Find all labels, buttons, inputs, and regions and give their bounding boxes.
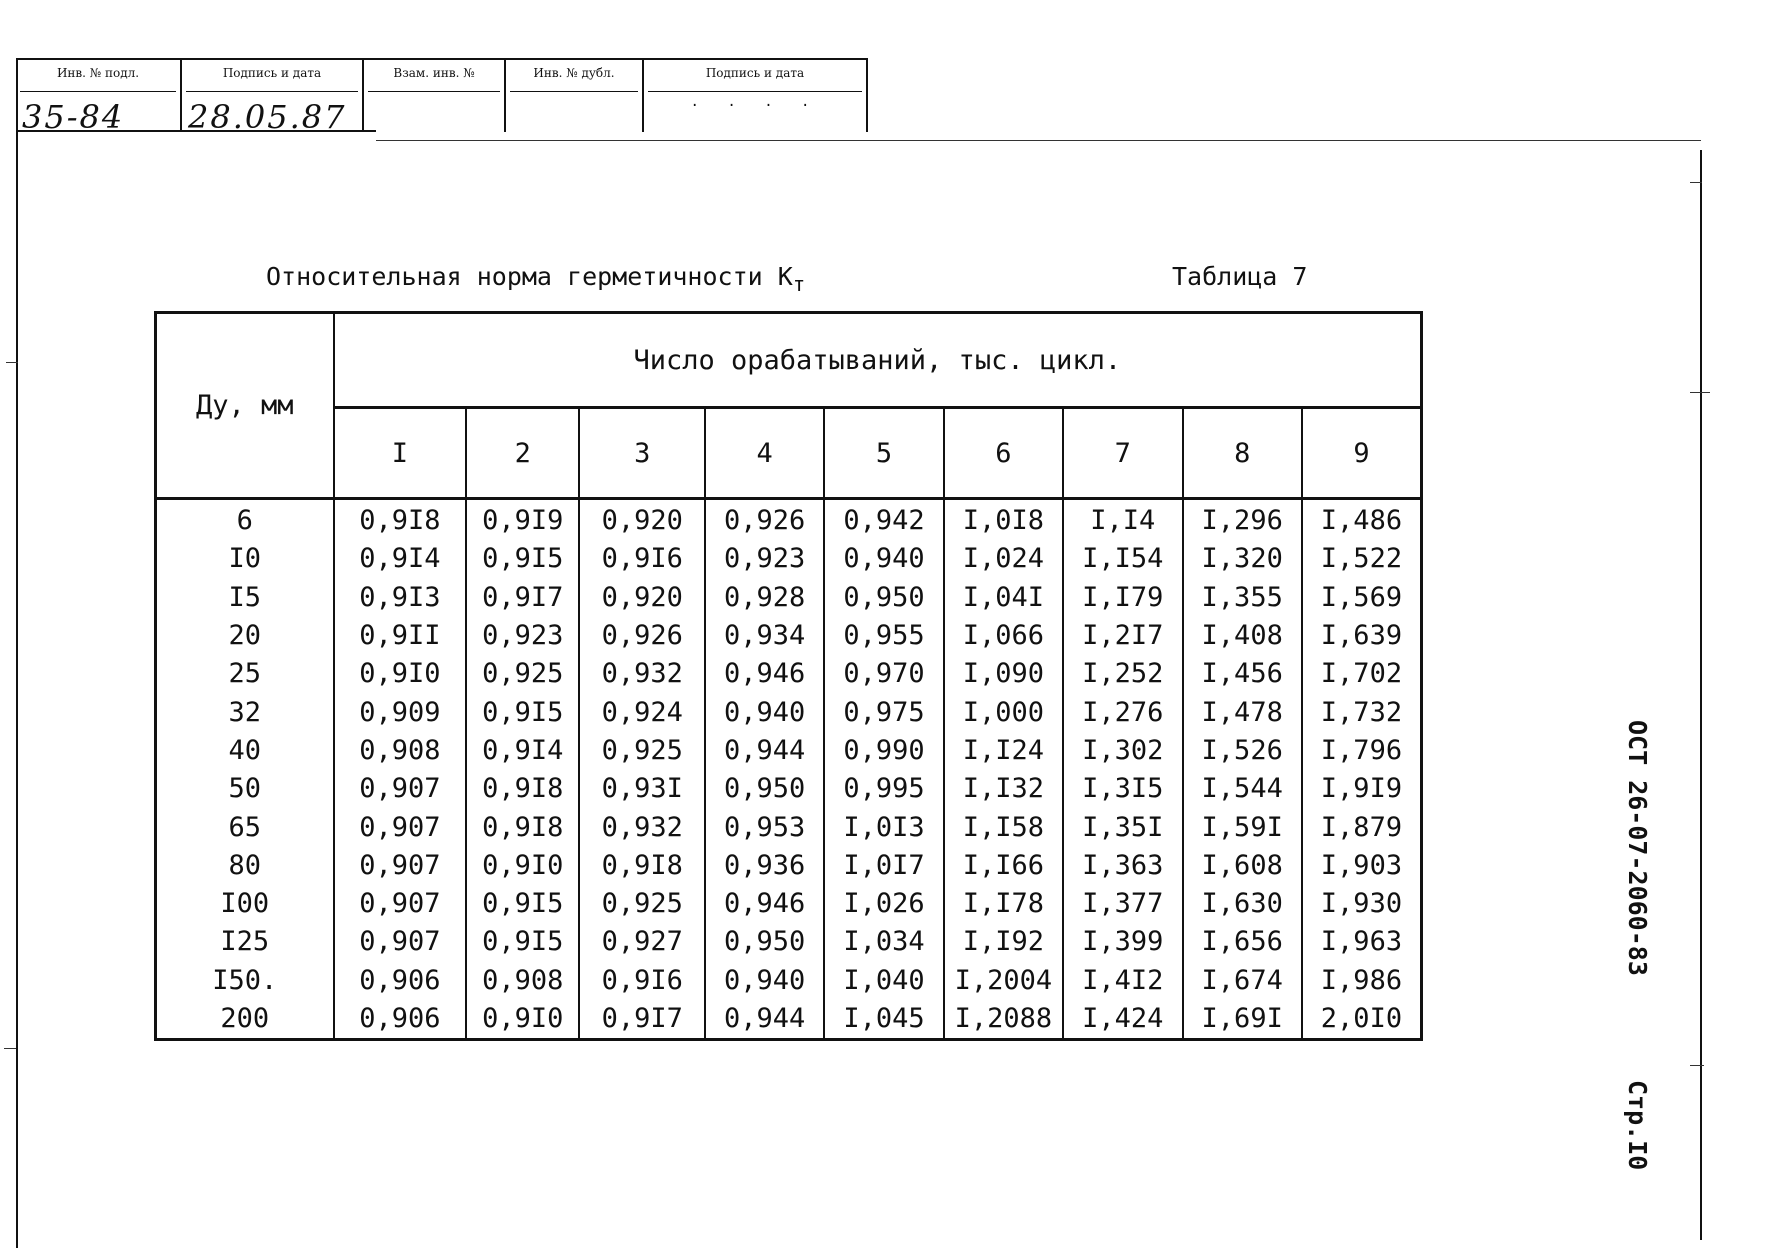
group-header-cycles: Число орабатываний, тыс. цикл.: [334, 313, 1422, 408]
inventory-number-handwritten: 35-84: [22, 98, 125, 136]
value-cell: I,I24: [944, 732, 1063, 770]
value-cell: 0,9II: [334, 617, 467, 655]
frame-tick: [1690, 392, 1710, 393]
value-cell: I,522: [1302, 540, 1422, 578]
frame-tick: [6, 362, 18, 363]
table-row: [156, 579, 1422, 617]
page-frame-left: [16, 58, 18, 1248]
value-cell: I,486: [1302, 499, 1422, 541]
du-cell: 65: [156, 808, 334, 846]
value-cell: 0,907: [334, 885, 467, 923]
value-cell: 0,9I7: [579, 1000, 704, 1040]
du-cell: I5: [156, 579, 334, 617]
value-cell: 0,9I7: [466, 579, 579, 617]
value-cell: I,2088: [944, 1000, 1063, 1040]
du-cell: 25: [156, 655, 334, 693]
value-cell: 0,932: [579, 808, 704, 846]
value-cell: I,408: [1183, 617, 1302, 655]
stamp-header: Подпись и дата: [705, 66, 805, 80]
column-header: 4: [705, 408, 824, 499]
value-cell: 0,925: [579, 885, 704, 923]
stamp-cell-duplicate: [506, 60, 644, 132]
frame-tick: [1690, 1065, 1704, 1066]
value-cell: I,702: [1302, 655, 1422, 693]
value-cell: 0,925: [466, 655, 579, 693]
table-row: [156, 540, 1422, 578]
value-cell: I,59I: [1183, 808, 1302, 846]
table-row: [156, 693, 1422, 731]
value-cell: 0,9I4: [334, 540, 467, 578]
value-cell: 0,908: [334, 732, 467, 770]
value-cell: 0,950: [824, 579, 943, 617]
value-cell: I,986: [1302, 962, 1422, 1000]
value-cell: I,569: [1302, 579, 1422, 617]
value-cell: I,0I7: [824, 847, 943, 885]
table-number: Таблица 7: [1172, 262, 1308, 291]
column-header: 9: [1302, 408, 1422, 499]
value-cell: I,302: [1063, 732, 1182, 770]
page-number: Стр.I0: [1623, 1080, 1652, 1171]
value-cell: 0,9I5: [466, 540, 579, 578]
stamp-header: Взам. инв. №: [393, 66, 475, 80]
value-cell: I,879: [1302, 808, 1422, 846]
value-cell: I,478: [1183, 693, 1302, 731]
stamp-header-rule: [368, 91, 500, 92]
du-cell: I50.: [156, 962, 334, 1000]
value-cell: I,090: [944, 655, 1063, 693]
du-cell: 200: [156, 1000, 334, 1040]
stamp-header-rule: [186, 91, 358, 92]
value-cell: I,69I: [1183, 1000, 1302, 1040]
row-header-du: Ду, мм: [156, 313, 334, 499]
table-row: [156, 617, 1422, 655]
value-cell: I,I78: [944, 885, 1063, 923]
value-cell: 0,975: [824, 693, 943, 731]
value-cell: 0,907: [334, 847, 467, 885]
value-cell: I,930: [1302, 885, 1422, 923]
value-cell: 0,909: [334, 693, 467, 731]
du-cell: I00: [156, 885, 334, 923]
value-cell: I,630: [1183, 885, 1302, 923]
stamp-dots: . . . .: [690, 94, 820, 110]
value-cell: 0,944: [705, 1000, 824, 1040]
value-cell: I,I32: [944, 770, 1063, 808]
value-cell: 0,946: [705, 885, 824, 923]
value-cell: I,296: [1183, 499, 1302, 541]
value-cell: 0,9I8: [466, 808, 579, 846]
value-cell: 0,944: [705, 732, 824, 770]
value-cell: 0,9I8: [334, 499, 467, 541]
value-cell: I,656: [1183, 923, 1302, 961]
value-cell: 0,9I0: [334, 655, 467, 693]
value-cell: 0,908: [466, 962, 579, 1000]
value-cell: I,674: [1183, 962, 1302, 1000]
value-cell: I,0I8: [944, 499, 1063, 541]
du-cell: 80: [156, 847, 334, 885]
approval-stamp: [16, 58, 868, 136]
stamp-header-rule: [20, 91, 176, 92]
value-cell: I,040: [824, 962, 943, 1000]
value-cell: I,526: [1183, 732, 1302, 770]
value-cell: 0,9I0: [466, 847, 579, 885]
value-cell: 0,9I9: [466, 499, 579, 541]
value-cell: I,024: [944, 540, 1063, 578]
stamp-cell-inventory: [16, 60, 182, 136]
value-cell: 0,940: [705, 962, 824, 1000]
stamp-header: Подпись и дата: [222, 66, 322, 80]
value-cell: I,2I7: [1063, 617, 1182, 655]
table-row: [156, 655, 1422, 693]
value-cell: I,903: [1302, 847, 1422, 885]
table-row: [156, 847, 1422, 885]
table-row: [156, 770, 1422, 808]
value-cell: 0,9I5: [466, 885, 579, 923]
value-cell: 0,907: [334, 923, 467, 961]
value-cell: I,I58: [944, 808, 1063, 846]
value-cell: 0,93I: [579, 770, 704, 808]
value-cell: 0,942: [824, 499, 943, 541]
value-cell: I,963: [1302, 923, 1422, 961]
value-cell: I,252: [1063, 655, 1182, 693]
value-cell: 0,955: [824, 617, 943, 655]
value-cell: 0,934: [705, 617, 824, 655]
value-cell: 0,9I6: [579, 962, 704, 1000]
value-cell: I,I54: [1063, 540, 1182, 578]
table-row: [156, 499, 1422, 541]
value-cell: 0,9I8: [466, 770, 579, 808]
tightness-norm-table: [154, 311, 1423, 1041]
table-row: [156, 923, 1422, 961]
stamp-cell-signature: [182, 60, 364, 136]
value-cell: I,04I: [944, 579, 1063, 617]
value-cell: I,2004: [944, 962, 1063, 1000]
value-cell: 0,906: [334, 962, 467, 1000]
value-cell: I,026: [824, 885, 943, 923]
value-cell: I,544: [1183, 770, 1302, 808]
du-cell: 6: [156, 499, 334, 541]
table-row: [156, 808, 1422, 846]
du-cell: 20: [156, 617, 334, 655]
stamp-cell-signature-2: [644, 60, 868, 132]
value-cell: 0,9I6: [579, 540, 704, 578]
value-cell: I,608: [1183, 847, 1302, 885]
stamp-header-rule: [648, 91, 862, 92]
value-cell: 0,950: [705, 923, 824, 961]
value-cell: 0,907: [334, 808, 467, 846]
page-frame-top: [376, 140, 1701, 141]
table-title: [266, 262, 805, 296]
document-code: ОСТ 26-07-2060-83: [1623, 720, 1652, 976]
column-header: 3: [579, 408, 704, 499]
value-cell: I,399: [1063, 923, 1182, 961]
value-cell: 0,9I5: [466, 923, 579, 961]
value-cell: 0,925: [579, 732, 704, 770]
value-cell: 0,920: [579, 499, 704, 541]
value-cell: 0,927: [579, 923, 704, 961]
column-header: 7: [1063, 408, 1182, 499]
table-body: [156, 499, 1422, 1040]
value-cell: I,I92: [944, 923, 1063, 961]
value-cell: I,3I5: [1063, 770, 1182, 808]
value-cell: 0,990: [824, 732, 943, 770]
page-frame-right: [1700, 150, 1702, 1240]
value-cell: I,732: [1302, 693, 1422, 731]
value-cell: 0,9I8: [579, 847, 704, 885]
value-cell: 0,932: [579, 655, 704, 693]
column-header-row: [156, 408, 1422, 499]
table-row: [156, 1000, 1422, 1040]
stamp-bottom-rule: [16, 130, 376, 132]
value-cell: 0,928: [705, 579, 824, 617]
table-title-subscript: т: [792, 272, 806, 296]
value-cell: 0,9I0: [466, 1000, 579, 1040]
value-cell: I,4I2: [1063, 962, 1182, 1000]
value-cell: I,I79: [1063, 579, 1182, 617]
value-cell: 0,946: [705, 655, 824, 693]
value-cell: I,I4: [1063, 499, 1182, 541]
value-cell: 0,936: [705, 847, 824, 885]
value-cell: I,066: [944, 617, 1063, 655]
column-header: 6: [944, 408, 1063, 499]
value-cell: 0,970: [824, 655, 943, 693]
value-cell: I,355: [1183, 579, 1302, 617]
value-cell: I,796: [1302, 732, 1422, 770]
value-cell: I,377: [1063, 885, 1182, 923]
stamp-header: Инв. № дубл.: [533, 66, 615, 80]
value-cell: 0,920: [579, 579, 704, 617]
value-cell: 0,923: [705, 540, 824, 578]
value-cell: I,9I9: [1302, 770, 1422, 808]
value-cell: 0,9I4: [466, 732, 579, 770]
frame-tick: [1690, 182, 1702, 183]
column-header: 8: [1183, 408, 1302, 499]
table-row: [156, 732, 1422, 770]
value-cell: 0,953: [705, 808, 824, 846]
value-cell: I,35I: [1063, 808, 1182, 846]
value-cell: 0,995: [824, 770, 943, 808]
table-wrapper: [154, 311, 1423, 1041]
value-cell: 0,926: [579, 617, 704, 655]
table-row: [156, 962, 1422, 1000]
value-cell: I,424: [1063, 1000, 1182, 1040]
value-cell: I,276: [1063, 693, 1182, 731]
value-cell: 0,940: [824, 540, 943, 578]
value-cell: 0,907: [334, 770, 467, 808]
du-cell: 50: [156, 770, 334, 808]
value-cell: I,I66: [944, 847, 1063, 885]
du-cell: I0: [156, 540, 334, 578]
du-cell: 32: [156, 693, 334, 731]
table-title-text: Относительная норма герметичности К: [266, 262, 793, 291]
value-cell: 0,924: [579, 693, 704, 731]
value-cell: 0,906: [334, 1000, 467, 1040]
signature-date-handwritten: 28.05.87: [188, 98, 347, 136]
value-cell: I,320: [1183, 540, 1302, 578]
value-cell: 0,923: [466, 617, 579, 655]
value-cell: I,000: [944, 693, 1063, 731]
value-cell: 0,926: [705, 499, 824, 541]
value-cell: I,363: [1063, 847, 1182, 885]
column-header: I: [334, 408, 467, 499]
du-cell: 40: [156, 732, 334, 770]
column-header: 2: [466, 408, 579, 499]
value-cell: I,456: [1183, 655, 1302, 693]
value-cell: I,0I3: [824, 808, 943, 846]
value-cell: I,034: [824, 923, 943, 961]
frame-tick: [4, 1048, 16, 1049]
column-header: 5: [824, 408, 943, 499]
value-cell: 0,9I5: [466, 693, 579, 731]
stamp-cell-replacement: [364, 60, 506, 132]
value-cell: 0,9I3: [334, 579, 467, 617]
value-cell: 0,950: [705, 770, 824, 808]
stamp-header: Инв. № подл.: [56, 66, 140, 80]
value-cell: I,639: [1302, 617, 1422, 655]
stamp-header-rule: [510, 91, 638, 92]
value-cell: I,045: [824, 1000, 943, 1040]
table-row: [156, 885, 1422, 923]
value-cell: 0,940: [705, 693, 824, 731]
value-cell: 2,0I0: [1302, 1000, 1422, 1040]
du-cell: I25: [156, 923, 334, 961]
